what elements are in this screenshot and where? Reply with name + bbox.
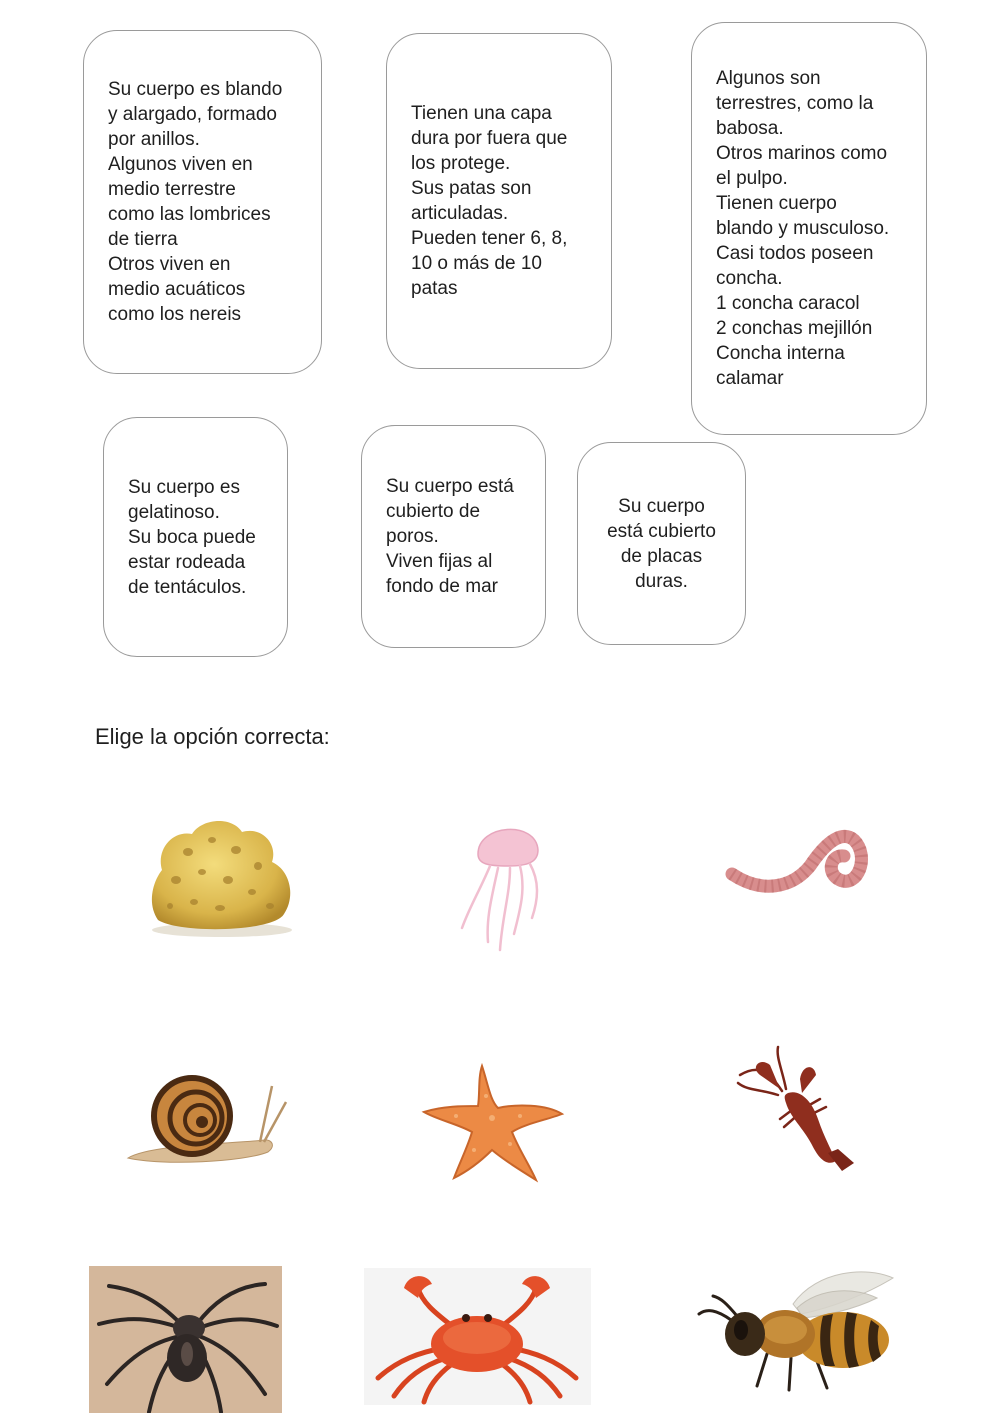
card-anelidos-text: Su cuerpo es blando y alargado, formado por anillos. Algunos viven en medio terrestre como las lombrices de tierra Otros viven en medio acuáticos como los nereis xyxy=(108,79,283,325)
bee-image[interactable] xyxy=(697,1264,897,1394)
card-artropodos xyxy=(386,33,612,369)
card-artropodos-text: Tienen una capa dura por fuera que los protege. Sus patas son articuladas. Pueden tener 6, 8, 10 o más de 10 patas xyxy=(411,103,568,299)
card-poriferos xyxy=(361,425,546,648)
card-poriferos-text: Su cuerpo está cubierto de poros. Viven fijas al fondo de mar xyxy=(386,476,514,597)
snail-image[interactable] xyxy=(122,1070,290,1170)
starfish-image[interactable] xyxy=(420,1060,570,1184)
card-anelidos xyxy=(83,30,322,374)
card-moluscos xyxy=(691,22,927,435)
sponge-image[interactable] xyxy=(140,810,300,940)
jellyfish-image[interactable] xyxy=(440,810,570,960)
crab-image[interactable] xyxy=(364,1268,591,1405)
crayfish-image[interactable] xyxy=(730,1045,865,1175)
card-equinodermos xyxy=(577,442,746,645)
card-equinodermos-text: Su cuerpo está cubierto de placas duras. xyxy=(607,495,716,592)
instruction-text: Elige la opción correcta: xyxy=(95,724,330,749)
spider-image[interactable] xyxy=(89,1266,282,1413)
earthworm-image[interactable] xyxy=(722,822,872,912)
card-cnidarios xyxy=(103,417,288,657)
card-moluscos-text: Algunos son terrestres, como la babosa. Otros marinos como el pulpo. Tienen cuerpo blando y musculoso. Casi todos poseen concha. 1 concha caracol 2 conchas mejillón Concha interna calamar xyxy=(716,68,890,389)
card-cnidarios-text: Su cuerpo es gelatinoso. Su boca puede estar rodeada de tentáculos. xyxy=(128,476,256,598)
